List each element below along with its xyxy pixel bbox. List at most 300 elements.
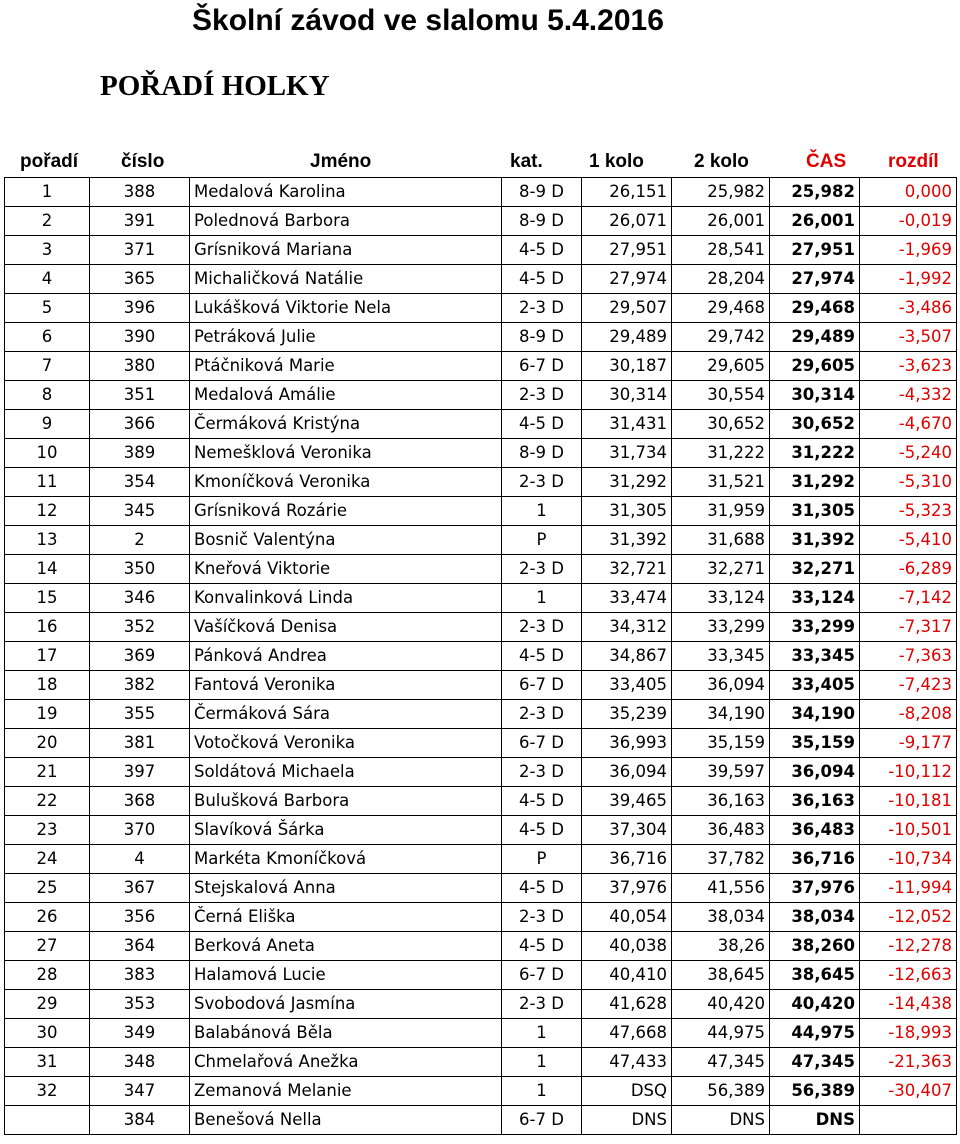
rank-cell: 4 bbox=[5, 265, 90, 294]
category-cell: 4-5 D bbox=[502, 787, 582, 816]
diff-cell: -9,177 bbox=[860, 729, 957, 758]
run2-cell: 29,468 bbox=[672, 294, 770, 323]
diff-cell: -10,734 bbox=[860, 845, 957, 874]
number-cell: 389 bbox=[90, 439, 190, 468]
table-row bbox=[5, 497, 957, 526]
category-cell: 8-9 D bbox=[502, 207, 582, 236]
name-cell: Svobodová Jasmína bbox=[190, 990, 502, 1019]
time-cell: 34,190 bbox=[770, 700, 860, 729]
table-row bbox=[5, 874, 957, 903]
number-cell: 369 bbox=[90, 642, 190, 671]
run2-cell: 30,652 bbox=[672, 410, 770, 439]
table-row bbox=[5, 700, 957, 729]
time-cell: 36,163 bbox=[770, 787, 860, 816]
rank-cell: 25 bbox=[5, 874, 90, 903]
number-cell: 350 bbox=[90, 555, 190, 584]
name-cell: Benešová Nella bbox=[190, 1106, 502, 1135]
rank-cell: 18 bbox=[5, 671, 90, 700]
name-cell: Vašíčková Denisa bbox=[190, 613, 502, 642]
diff-cell: -4,332 bbox=[860, 381, 957, 410]
diff-cell bbox=[860, 1106, 957, 1135]
number-cell: 390 bbox=[90, 323, 190, 352]
run2-cell: 32,271 bbox=[672, 555, 770, 584]
diff-cell: -5,410 bbox=[860, 526, 957, 555]
diff-cell: -5,323 bbox=[860, 497, 957, 526]
run1-cell: 47,433 bbox=[582, 1048, 672, 1077]
diff-cell: -10,181 bbox=[860, 787, 957, 816]
time-cell: 38,034 bbox=[770, 903, 860, 932]
rank-cell: 26 bbox=[5, 903, 90, 932]
table-row bbox=[5, 1077, 957, 1106]
run2-cell: 29,742 bbox=[672, 323, 770, 352]
diff-cell: -5,240 bbox=[860, 439, 957, 468]
header-run1: 1 kolo bbox=[589, 151, 644, 172]
number-cell: 384 bbox=[90, 1106, 190, 1135]
results-subtitle: POŘADÍ HOLKY bbox=[100, 70, 330, 102]
category-cell: 4-5 D bbox=[502, 265, 582, 294]
run1-cell: 34,867 bbox=[582, 642, 672, 671]
run1-cell: 40,038 bbox=[582, 932, 672, 961]
run1-cell: 29,507 bbox=[582, 294, 672, 323]
category-cell: 2-3 D bbox=[502, 468, 582, 497]
category-cell: 1 bbox=[502, 1048, 582, 1077]
table-row bbox=[5, 758, 957, 787]
diff-cell: -30,407 bbox=[860, 1077, 957, 1106]
run1-cell: DNS bbox=[582, 1106, 672, 1135]
number-cell: 388 bbox=[90, 178, 190, 207]
number-cell: 347 bbox=[90, 1077, 190, 1106]
category-cell: 2-3 D bbox=[502, 613, 582, 642]
table-row bbox=[5, 1019, 957, 1048]
diff-cell: -1,992 bbox=[860, 265, 957, 294]
time-cell: 31,305 bbox=[770, 497, 860, 526]
run1-cell: 29,489 bbox=[582, 323, 672, 352]
number-cell: 370 bbox=[90, 816, 190, 845]
header-diff: rozdíl bbox=[888, 151, 939, 172]
rank-cell: 11 bbox=[5, 468, 90, 497]
category-cell: 1 bbox=[502, 1077, 582, 1106]
name-cell: Fantová Veronika bbox=[190, 671, 502, 700]
header-rank: pořadí bbox=[20, 151, 79, 172]
run2-cell: 44,975 bbox=[672, 1019, 770, 1048]
diff-cell: -12,663 bbox=[860, 961, 957, 990]
run1-cell: 37,304 bbox=[582, 816, 672, 845]
category-cell: 6-7 D bbox=[502, 1106, 582, 1135]
run2-cell: 37,782 bbox=[672, 845, 770, 874]
rank-cell: 27 bbox=[5, 932, 90, 961]
rank-cell: 22 bbox=[5, 787, 90, 816]
run1-cell: 31,392 bbox=[582, 526, 672, 555]
category-cell: 6-7 D bbox=[502, 671, 582, 700]
table-row bbox=[5, 613, 957, 642]
run1-cell: 37,976 bbox=[582, 874, 672, 903]
run1-cell: 34,312 bbox=[582, 613, 672, 642]
name-cell: Bulušková Barbora bbox=[190, 787, 502, 816]
time-cell: 29,489 bbox=[770, 323, 860, 352]
time-cell: 37,976 bbox=[770, 874, 860, 903]
time-cell: 31,222 bbox=[770, 439, 860, 468]
number-cell: 380 bbox=[90, 352, 190, 381]
name-cell: Polednová Barbora bbox=[190, 207, 502, 236]
table-row bbox=[5, 207, 957, 236]
run2-cell: 38,034 bbox=[672, 903, 770, 932]
time-cell: 36,483 bbox=[770, 816, 860, 845]
name-cell: Kmoníčková Veronika bbox=[190, 468, 502, 497]
number-cell: 2 bbox=[90, 526, 190, 555]
run1-cell: 40,054 bbox=[582, 903, 672, 932]
number-cell: 349 bbox=[90, 1019, 190, 1048]
name-cell: Halamová Lucie bbox=[190, 961, 502, 990]
run2-cell: 41,556 bbox=[672, 874, 770, 903]
table-row bbox=[5, 584, 957, 613]
run1-cell: 30,187 bbox=[582, 352, 672, 381]
diff-cell: -8,208 bbox=[860, 700, 957, 729]
table-row bbox=[5, 178, 957, 207]
rank-cell bbox=[5, 1106, 90, 1135]
number-cell: 345 bbox=[90, 497, 190, 526]
time-cell: 27,951 bbox=[770, 236, 860, 265]
diff-cell: -21,363 bbox=[860, 1048, 957, 1077]
run1-cell: 36,993 bbox=[582, 729, 672, 758]
rank-cell: 10 bbox=[5, 439, 90, 468]
page-title: Školní závod ve slalomu 5.4.2016 bbox=[192, 4, 664, 37]
run1-cell: 27,951 bbox=[582, 236, 672, 265]
diff-cell: -1,969 bbox=[860, 236, 957, 265]
rank-cell: 23 bbox=[5, 816, 90, 845]
run1-cell: 26,071 bbox=[582, 207, 672, 236]
name-cell: Chmelařová Anežka bbox=[190, 1048, 502, 1077]
number-cell: 352 bbox=[90, 613, 190, 642]
run2-cell: 28,541 bbox=[672, 236, 770, 265]
category-cell: P bbox=[502, 526, 582, 555]
run2-cell: 31,222 bbox=[672, 439, 770, 468]
category-cell: 6-7 D bbox=[502, 729, 582, 758]
run1-cell: 35,239 bbox=[582, 700, 672, 729]
time-cell: 32,271 bbox=[770, 555, 860, 584]
number-cell: 346 bbox=[90, 584, 190, 613]
number-cell: 368 bbox=[90, 787, 190, 816]
table-row bbox=[5, 323, 957, 352]
table-row bbox=[5, 961, 957, 990]
number-cell: 356 bbox=[90, 903, 190, 932]
diff-cell: -7,317 bbox=[860, 613, 957, 642]
results-body bbox=[5, 178, 957, 1135]
category-cell: 6-7 D bbox=[502, 352, 582, 381]
run2-cell: 40,420 bbox=[672, 990, 770, 1019]
diff-cell: -10,501 bbox=[860, 816, 957, 845]
run1-cell: 30,314 bbox=[582, 381, 672, 410]
diff-cell: -7,142 bbox=[860, 584, 957, 613]
diff-cell: -3,507 bbox=[860, 323, 957, 352]
time-cell: 36,094 bbox=[770, 758, 860, 787]
run1-cell: 33,405 bbox=[582, 671, 672, 700]
diff-cell: -18,993 bbox=[860, 1019, 957, 1048]
rank-cell: 9 bbox=[5, 410, 90, 439]
run1-cell: 31,431 bbox=[582, 410, 672, 439]
header-name: Jméno bbox=[310, 151, 372, 172]
header-time: ČAS bbox=[806, 151, 847, 172]
table-row bbox=[5, 294, 957, 323]
rank-cell: 17 bbox=[5, 642, 90, 671]
run2-cell: 35,159 bbox=[672, 729, 770, 758]
run2-cell: 33,299 bbox=[672, 613, 770, 642]
run2-cell: 39,597 bbox=[672, 758, 770, 787]
run2-cell: 30,554 bbox=[672, 381, 770, 410]
number-cell: 397 bbox=[90, 758, 190, 787]
time-cell: 27,974 bbox=[770, 265, 860, 294]
diff-cell: -3,623 bbox=[860, 352, 957, 381]
rank-cell: 21 bbox=[5, 758, 90, 787]
time-cell: 44,975 bbox=[770, 1019, 860, 1048]
name-cell: Votočková Veronika bbox=[190, 729, 502, 758]
run1-cell: 31,734 bbox=[582, 439, 672, 468]
run2-cell: 36,483 bbox=[672, 816, 770, 845]
category-cell: 1 bbox=[502, 1019, 582, 1048]
diff-cell: -12,052 bbox=[860, 903, 957, 932]
time-cell: 35,159 bbox=[770, 729, 860, 758]
table-row bbox=[5, 903, 957, 932]
time-cell: 38,260 bbox=[770, 932, 860, 961]
run2-cell: 28,204 bbox=[672, 265, 770, 294]
name-cell: Balabánová Běla bbox=[190, 1019, 502, 1048]
category-cell: 2-3 D bbox=[502, 294, 582, 323]
run2-cell: DNS bbox=[672, 1106, 770, 1135]
diff-cell: -4,670 bbox=[860, 410, 957, 439]
diff-cell: -5,310 bbox=[860, 468, 957, 497]
run1-cell: 47,668 bbox=[582, 1019, 672, 1048]
rank-cell: 7 bbox=[5, 352, 90, 381]
time-cell: 47,345 bbox=[770, 1048, 860, 1077]
table-row bbox=[5, 468, 957, 497]
header-run2: 2 kolo bbox=[694, 151, 749, 172]
table-row bbox=[5, 1048, 957, 1077]
diff-cell: -14,438 bbox=[860, 990, 957, 1019]
number-cell: 355 bbox=[90, 700, 190, 729]
time-cell: 33,405 bbox=[770, 671, 860, 700]
name-cell: Grísniková Rozárie bbox=[190, 497, 502, 526]
diff-cell: -11,994 bbox=[860, 874, 957, 903]
time-cell: 33,124 bbox=[770, 584, 860, 613]
run1-cell: 41,628 bbox=[582, 990, 672, 1019]
number-cell: 348 bbox=[90, 1048, 190, 1077]
diff-cell: -7,363 bbox=[860, 642, 957, 671]
table-row bbox=[5, 526, 957, 555]
number-cell: 351 bbox=[90, 381, 190, 410]
category-cell: 8-9 D bbox=[502, 323, 582, 352]
category-cell: 2-3 D bbox=[502, 700, 582, 729]
run2-cell: 31,959 bbox=[672, 497, 770, 526]
category-cell: 2-3 D bbox=[502, 381, 582, 410]
category-cell: 2-3 D bbox=[502, 555, 582, 584]
number-cell: 367 bbox=[90, 874, 190, 903]
name-cell: Pánková Andrea bbox=[190, 642, 502, 671]
category-cell: 6-7 D bbox=[502, 961, 582, 990]
diff-cell: -10,112 bbox=[860, 758, 957, 787]
number-cell: 365 bbox=[90, 265, 190, 294]
run2-cell: 38,26 bbox=[672, 932, 770, 961]
rank-cell: 15 bbox=[5, 584, 90, 613]
number-cell: 366 bbox=[90, 410, 190, 439]
run1-cell: 26,151 bbox=[582, 178, 672, 207]
number-cell: 383 bbox=[90, 961, 190, 990]
rank-cell: 28 bbox=[5, 961, 90, 990]
run2-cell: 36,163 bbox=[672, 787, 770, 816]
name-cell: Lukášková Viktorie Nela bbox=[190, 294, 502, 323]
rank-cell: 2 bbox=[5, 207, 90, 236]
time-cell: 30,314 bbox=[770, 381, 860, 410]
table-row bbox=[5, 816, 957, 845]
number-cell: 4 bbox=[90, 845, 190, 874]
time-cell: 56,389 bbox=[770, 1077, 860, 1106]
rank-cell: 31 bbox=[5, 1048, 90, 1077]
name-cell: Bosnič Valentýna bbox=[190, 526, 502, 555]
table-row bbox=[5, 352, 957, 381]
category-cell: 2-3 D bbox=[502, 903, 582, 932]
category-cell: 2-3 D bbox=[502, 758, 582, 787]
rank-cell: 16 bbox=[5, 613, 90, 642]
rank-cell: 32 bbox=[5, 1077, 90, 1106]
run2-cell: 56,389 bbox=[672, 1077, 770, 1106]
run2-cell: 38,645 bbox=[672, 961, 770, 990]
number-cell: 396 bbox=[90, 294, 190, 323]
rank-cell: 29 bbox=[5, 990, 90, 1019]
table-row bbox=[5, 845, 957, 874]
time-cell: 31,392 bbox=[770, 526, 860, 555]
time-cell: 30,652 bbox=[770, 410, 860, 439]
time-cell: 33,299 bbox=[770, 613, 860, 642]
name-cell: Markéta Kmoníčková bbox=[190, 845, 502, 874]
time-cell: 38,645 bbox=[770, 961, 860, 990]
category-cell: 2-3 D bbox=[502, 990, 582, 1019]
name-cell: Zemanová Melanie bbox=[190, 1077, 502, 1106]
rank-cell: 19 bbox=[5, 700, 90, 729]
category-cell: 4-5 D bbox=[502, 236, 582, 265]
category-cell: P bbox=[502, 845, 582, 874]
number-cell: 391 bbox=[90, 207, 190, 236]
name-cell: Ptáčniková Marie bbox=[190, 352, 502, 381]
time-cell: 40,420 bbox=[770, 990, 860, 1019]
rank-cell: 14 bbox=[5, 555, 90, 584]
name-cell: Kneřová Viktorie bbox=[190, 555, 502, 584]
number-cell: 381 bbox=[90, 729, 190, 758]
table-row bbox=[5, 729, 957, 758]
run1-cell: 39,465 bbox=[582, 787, 672, 816]
run2-cell: 29,605 bbox=[672, 352, 770, 381]
run1-cell: 36,094 bbox=[582, 758, 672, 787]
run2-cell: 26,001 bbox=[672, 207, 770, 236]
run1-cell: 36,716 bbox=[582, 845, 672, 874]
rank-cell: 13 bbox=[5, 526, 90, 555]
category-cell: 4-5 D bbox=[502, 410, 582, 439]
run1-cell: 33,474 bbox=[582, 584, 672, 613]
table-row bbox=[5, 410, 957, 439]
header-category: kat. bbox=[510, 151, 543, 172]
run2-cell: 36,094 bbox=[672, 671, 770, 700]
name-cell: Čermáková Kristýna bbox=[190, 410, 502, 439]
table-row bbox=[5, 990, 957, 1019]
run1-cell: 31,305 bbox=[582, 497, 672, 526]
time-cell: 36,716 bbox=[770, 845, 860, 874]
diff-cell: 0,000 bbox=[860, 178, 957, 207]
category-cell: 8-9 D bbox=[502, 178, 582, 207]
table-row bbox=[5, 265, 957, 294]
table-row bbox=[5, 671, 957, 700]
rank-cell: 20 bbox=[5, 729, 90, 758]
run2-cell: 25,982 bbox=[672, 178, 770, 207]
category-cell: 4-5 D bbox=[502, 874, 582, 903]
diff-cell: -12,278 bbox=[860, 932, 957, 961]
category-cell: 4-5 D bbox=[502, 932, 582, 961]
category-cell: 1 bbox=[502, 497, 582, 526]
run2-cell: 47,345 bbox=[672, 1048, 770, 1077]
run1-cell: 40,410 bbox=[582, 961, 672, 990]
header-number: číslo bbox=[121, 151, 165, 172]
name-cell: Slavíková Šárka bbox=[190, 816, 502, 845]
run2-cell: 33,124 bbox=[672, 584, 770, 613]
name-cell: Michaličková Natálie bbox=[190, 265, 502, 294]
run2-cell: 34,190 bbox=[672, 700, 770, 729]
table-row bbox=[5, 236, 957, 265]
rank-cell: 24 bbox=[5, 845, 90, 874]
time-cell: 26,001 bbox=[770, 207, 860, 236]
number-cell: 371 bbox=[90, 236, 190, 265]
name-cell: Černá Eliška bbox=[190, 903, 502, 932]
time-cell: 29,605 bbox=[770, 352, 860, 381]
rank-cell: 6 bbox=[5, 323, 90, 352]
time-cell: 31,292 bbox=[770, 468, 860, 497]
name-cell: Medalová Karolina bbox=[190, 178, 502, 207]
run2-cell: 31,688 bbox=[672, 526, 770, 555]
table-row bbox=[5, 1106, 957, 1135]
table-row bbox=[5, 555, 957, 584]
time-cell: DNS bbox=[770, 1106, 860, 1135]
results-table bbox=[4, 177, 957, 1135]
table-row bbox=[5, 787, 957, 816]
number-cell: 364 bbox=[90, 932, 190, 961]
name-cell: Nemešklová Veronika bbox=[190, 439, 502, 468]
diff-cell: -7,423 bbox=[860, 671, 957, 700]
run1-cell: DSQ bbox=[582, 1077, 672, 1106]
category-cell: 4-5 D bbox=[502, 642, 582, 671]
rank-cell: 3 bbox=[5, 236, 90, 265]
rank-cell: 5 bbox=[5, 294, 90, 323]
category-cell: 1 bbox=[502, 584, 582, 613]
number-cell: 354 bbox=[90, 468, 190, 497]
run1-cell: 31,292 bbox=[582, 468, 672, 497]
run2-cell: 31,521 bbox=[672, 468, 770, 497]
name-cell: Soldátová Michaela bbox=[190, 758, 502, 787]
name-cell: Medalová Amálie bbox=[190, 381, 502, 410]
rank-cell: 8 bbox=[5, 381, 90, 410]
name-cell: Čermáková Sára bbox=[190, 700, 502, 729]
time-cell: 29,468 bbox=[770, 294, 860, 323]
run2-cell: 33,345 bbox=[672, 642, 770, 671]
table-row bbox=[5, 932, 957, 961]
diff-cell: -6,289 bbox=[860, 555, 957, 584]
table-header bbox=[0, 151, 960, 179]
rank-cell: 12 bbox=[5, 497, 90, 526]
table-row bbox=[5, 381, 957, 410]
name-cell: Petráková Julie bbox=[190, 323, 502, 352]
run1-cell: 27,974 bbox=[582, 265, 672, 294]
name-cell: Stejskalová Anna bbox=[190, 874, 502, 903]
rank-cell: 30 bbox=[5, 1019, 90, 1048]
name-cell: Grísniková Mariana bbox=[190, 236, 502, 265]
category-cell: 8-9 D bbox=[502, 439, 582, 468]
diff-cell: -0,019 bbox=[860, 207, 957, 236]
table-row bbox=[5, 439, 957, 468]
run1-cell: 32,721 bbox=[582, 555, 672, 584]
